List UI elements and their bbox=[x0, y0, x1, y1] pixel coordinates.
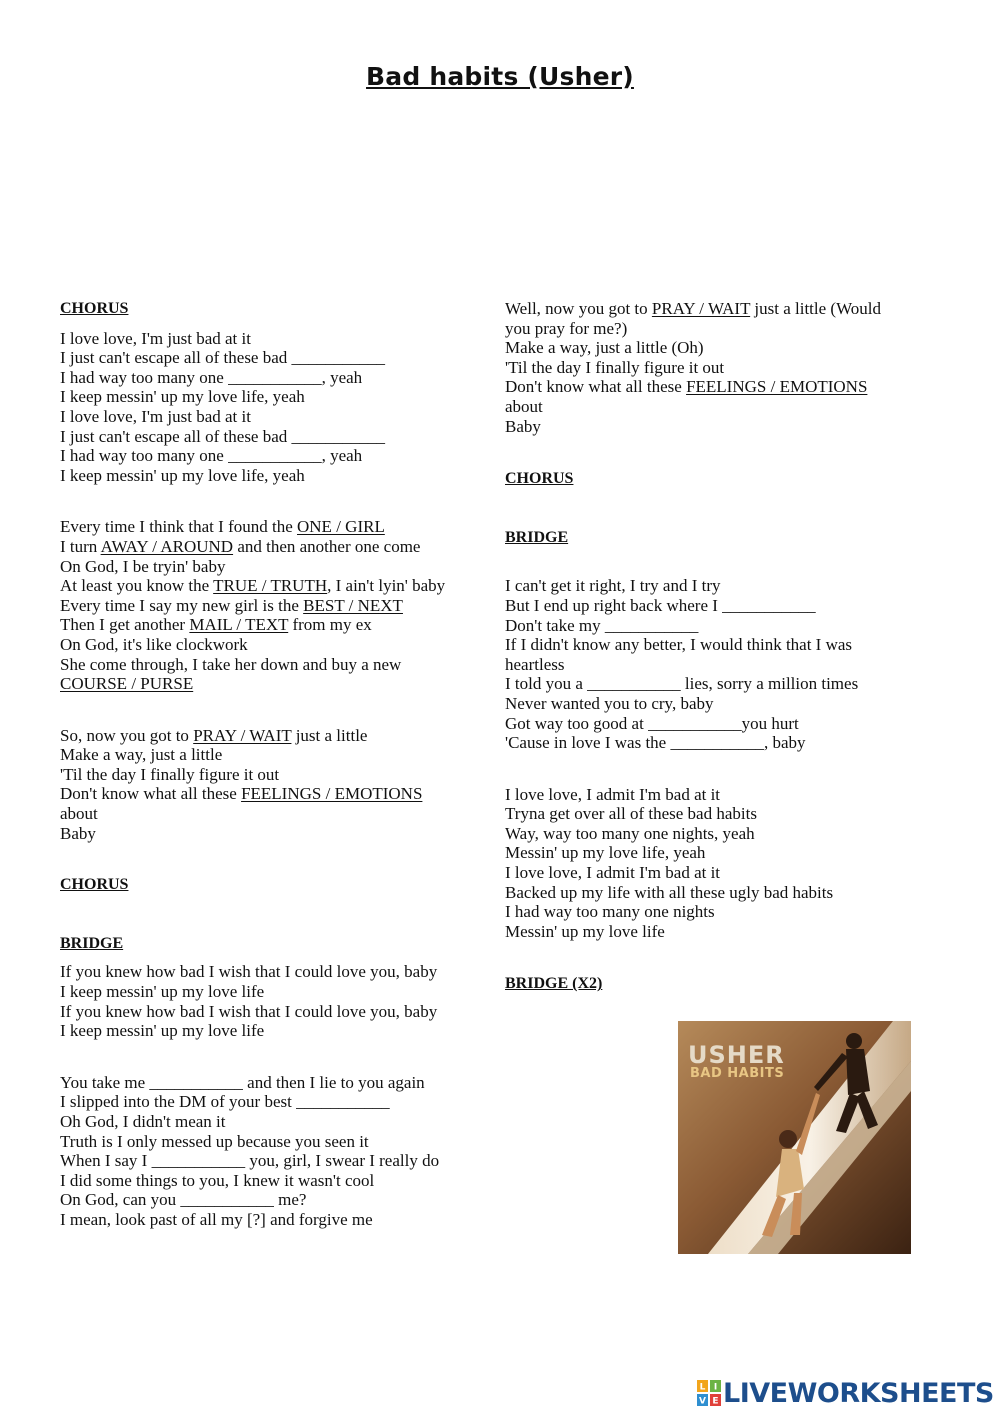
lyric-line: you pray for me?) bbox=[505, 318, 628, 338]
lyric-line: Don't know what all these FEELINGS / EMOTIONS bbox=[505, 377, 868, 397]
lyric-line-blank[interactable]: I slipped into the DM of your best ___________ bbox=[60, 1092, 390, 1112]
lyric-line: I turn AWAY / AROUND and then another one come bbox=[60, 536, 421, 556]
lyric-line: If I didn't know any better, I would think that I was bbox=[505, 635, 853, 655]
lyric-line-blank[interactable]: But I end up right back where I ___________ bbox=[505, 595, 816, 615]
lyric-line: If you knew how bad I wish that I could love you, baby bbox=[60, 1001, 438, 1021]
section-heading-bridge-x2: BRIDGE (X2) bbox=[505, 975, 603, 993]
lyric-line: about bbox=[60, 804, 98, 824]
lyric-line-blank[interactable]: 'Cause in love I was the ___________, baby bbox=[505, 733, 806, 753]
logo-mark-letter: E bbox=[712, 1396, 719, 1406]
page-title: Bad habits (Usher) bbox=[366, 62, 634, 91]
lyric-line: On God, I be tryin' baby bbox=[60, 556, 226, 576]
choice-option[interactable]: BEST / NEXT bbox=[303, 595, 403, 615]
lyric-line-blank[interactable]: When I say I ___________ you, girl, I swear I really do bbox=[60, 1151, 440, 1171]
choice-option[interactable]: COURSE / PURSE bbox=[60, 674, 194, 694]
left-column bbox=[60, 299, 490, 1230]
lyric-line: Oh God, I didn't mean it bbox=[60, 1112, 226, 1131]
right-column bbox=[505, 299, 935, 994]
lyric-line: So, now you got to PRAY / WAIT just a little bbox=[60, 725, 368, 745]
lyric-line: I love love, I'm just bad at it bbox=[60, 328, 251, 348]
album-cover-image bbox=[678, 1021, 911, 1254]
lyric-line: Messin' up my love life bbox=[505, 921, 665, 941]
lyric-line-blank[interactable]: Don't take my ___________ bbox=[505, 615, 699, 635]
lyric-line: I did some things to you, I knew it wasn't cool bbox=[60, 1170, 375, 1190]
lyric-line-blank[interactable]: I told you a ___________ lies, sorry a million times bbox=[505, 674, 859, 694]
lyric-line: Baby bbox=[60, 823, 96, 843]
lyric-line: Never wanted you to cry, baby bbox=[505, 693, 714, 713]
lyric-line: I had way too many one nights bbox=[505, 902, 715, 922]
album-artist-text: USHER bbox=[688, 1041, 785, 1069]
lyric-line: Make a way, just a little bbox=[60, 745, 223, 765]
lyric-line-blank[interactable]: Got way too good at ___________you hurt bbox=[505, 713, 799, 733]
lyric-line: She come through, I take her down and buy a new bbox=[60, 654, 402, 674]
lyric-line: I keep messin' up my love life bbox=[60, 982, 265, 1002]
liveworksheets-wordmark: LIVEWORKSHEETS bbox=[723, 1377, 994, 1409]
lyric-line: Baby bbox=[505, 416, 541, 436]
lyric-line: Backed up my life with all these ugly bad habits bbox=[505, 882, 834, 902]
choice-option[interactable]: MAIL / TEXT bbox=[189, 615, 289, 635]
section-heading-bridge: BRIDGE bbox=[505, 528, 569, 546]
lyric-line: I can't get it right, I try and I try bbox=[505, 576, 721, 596]
choice-option[interactable]: PRAY / WAIT bbox=[193, 725, 292, 745]
lyric-line: I keep messin' up my love life, yeah bbox=[60, 465, 305, 485]
lyric-line: Make a way, just a little (Oh) bbox=[505, 338, 704, 358]
choice-option[interactable]: FEELINGS / EMOTIONS bbox=[241, 784, 423, 804]
lyric-line: I love love, I admit I'm bad at it bbox=[505, 784, 721, 804]
lyric-line: Well, now you got to PRAY / WAIT just a little (Would bbox=[505, 299, 881, 318]
lyric-line: Don't know what all these FEELINGS / EMOTIONS bbox=[60, 784, 423, 804]
lyric-line: I love love, I admit I'm bad at it bbox=[505, 863, 721, 883]
lyric-line: Then I get another MAIL / TEXT from my ex bbox=[60, 615, 372, 635]
choice-option[interactable]: PRAY / WAIT bbox=[651, 299, 751, 318]
lyric-line: Tryna get over all of these bad habits bbox=[505, 804, 757, 824]
lyric-line: If you knew how bad I wish that I could love you, baby bbox=[60, 962, 438, 982]
lyric-line: On God, it's like clockwork bbox=[60, 634, 248, 654]
choice-option[interactable]: ONE / GIRL bbox=[297, 517, 385, 537]
album-title-text: BAD HABITS bbox=[690, 1066, 785, 1081]
lyric-line: Every time I say my new girl is the BEST / NEXT bbox=[60, 595, 403, 615]
lyric-line-blank[interactable]: You take me ___________ and then I lie to you again bbox=[60, 1072, 425, 1092]
lyric-line: At least you know the TRUE / TRUTH, I ain't lyin' baby bbox=[60, 576, 446, 596]
logo-mark-letter: I bbox=[713, 1382, 718, 1393]
lyric-line: I keep messin' up my love life, yeah bbox=[60, 387, 305, 407]
lyric-line bbox=[60, 674, 490, 694]
section-heading-chorus: CHORUS bbox=[60, 876, 129, 894]
logo-mark-letter: L bbox=[699, 1382, 706, 1393]
lyric-line-blank[interactable]: I had way too many one ___________, yeah bbox=[60, 446, 363, 466]
lyric-line-blank[interactable]: I just can't escape all of these bad ___________ bbox=[60, 348, 386, 368]
logo-mark-letter: V bbox=[699, 1396, 706, 1406]
section-heading-chorus: CHORUS bbox=[60, 300, 129, 317]
lyric-line: I keep messin' up my love life bbox=[60, 1021, 265, 1041]
lyric-line: Truth is I only messed up because you seen it bbox=[60, 1131, 369, 1151]
lyric-line: Way, way too many one nights, yeah bbox=[505, 823, 755, 843]
lyric-line: heartless bbox=[505, 654, 565, 674]
section-heading-bridge: BRIDGE bbox=[60, 934, 124, 952]
lyric-line: I love love, I'm just bad at it bbox=[60, 406, 251, 426]
lyric-line-blank[interactable]: I just can't escape all of these bad ___________ bbox=[60, 426, 386, 446]
section-heading-chorus: CHORUS bbox=[505, 470, 574, 488]
choice-option[interactable]: FEELINGS / EMOTIONS bbox=[686, 377, 868, 397]
lyric-line: 'Til the day I finally figure it out bbox=[60, 764, 280, 784]
liveworksheets-logo[interactable] bbox=[697, 1378, 994, 1408]
lyric-line: 'Til the day I finally figure it out bbox=[505, 357, 725, 377]
lyric-line: I mean, look past of all my [?] and forgive me bbox=[60, 1209, 373, 1229]
lyric-line: Messin' up my love life, yeah bbox=[505, 843, 706, 863]
lyric-line: about bbox=[505, 396, 543, 416]
choice-option[interactable]: TRUE / TRUTH bbox=[213, 576, 328, 596]
lyric-line-blank[interactable]: On God, can you ___________ me? bbox=[60, 1190, 307, 1210]
lyric-line: Every time I think that I found the ONE / GIRL bbox=[60, 517, 385, 537]
choice-option[interactable]: AWAY / AROUND bbox=[100, 536, 234, 556]
lyric-line-blank[interactable]: I had way too many one ___________, yeah bbox=[60, 367, 363, 387]
liveworksheets-mark-icon bbox=[697, 1380, 721, 1406]
